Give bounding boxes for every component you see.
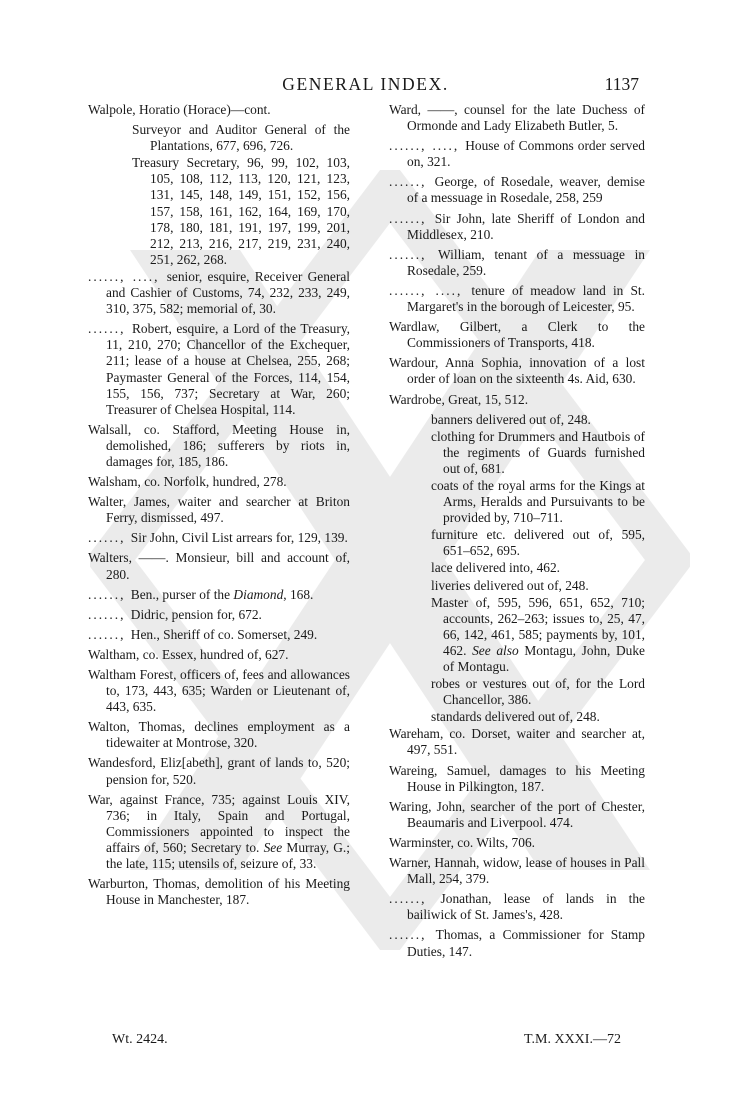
entry-italic: Diamond <box>233 586 284 602</box>
ditto-leader: ......, ...., <box>389 138 466 154</box>
index-entry <box>88 587 350 603</box>
entry-text: Waltham Forest, officers of, fees and allowances to, 173, 443, 635; Warden or Lieutenant of, 443, 635. <box>88 667 350 715</box>
index-entry <box>389 927 645 959</box>
ditto-leader: ......, <box>88 626 131 642</box>
index-subentry <box>389 595 645 675</box>
ditto-leader: ......, <box>389 927 436 943</box>
entry-text-tail: Montagu, John, Duke of Montagu. <box>443 642 645 674</box>
index-entry <box>389 799 645 831</box>
index-entry <box>88 876 350 908</box>
entry-text: Surveyor and Auditor General of the Plantations, 677, 696, 726. <box>132 122 350 154</box>
entry-text: banners delivered out of, 248. <box>431 411 591 427</box>
index-entry <box>88 422 350 470</box>
entry-italic: See <box>263 839 283 855</box>
entry-text: Wardlaw, Gilbert, a Clerk to the Commissioners of Transports, 418. <box>389 319 645 351</box>
index-subentry <box>389 709 645 725</box>
entry-text: lace delivered into, 462. <box>431 560 561 576</box>
index-entry <box>389 319 645 351</box>
entry-text: William, tenant of a messuage in Rosedale, 259. <box>407 246 645 278</box>
footer-print-mark: Wt. 2424. <box>112 1032 168 1047</box>
entry-text: Ward, ——, counsel for the late Duchess of Ormonde and Lady Elizabeth Butler, 5. <box>389 102 645 134</box>
entry-text: Walton, Thomas, declines employment as a tidewaiter at Montrose, 320. <box>88 719 350 751</box>
index-column-left <box>88 102 350 912</box>
index-entry <box>88 474 350 490</box>
ditto-leader: ......, ...., <box>88 268 167 284</box>
entry-text: Walters, ——. Monsieur, bill and account of, 280. <box>88 550 350 582</box>
index-entry <box>389 102 645 134</box>
index-entry <box>389 138 645 170</box>
entry-text: Treasury Secretary, 96, 99, 102, 103, 105, 108, 112, 113, 120, 121, 123, 131, 145, 148, 149, 151, 152, 156, 157, 158, 161, 162, 164, 169, 170, 178, 180, 181, 191, 197, 199, 201, 212, 213, 216, 217, 219, 231, 240, 251, 262, 268. <box>132 155 350 267</box>
entry-text: furniture etc. delivered out of, 595, 651–652, 695. <box>431 527 645 559</box>
index-entry <box>389 247 645 279</box>
index-entry <box>88 755 350 787</box>
page-number: 1137 <box>604 74 639 94</box>
entry-text: Wardour, Anna Sophia, innovation of a lost order of loan on the sixteenth 4s. Aid, 630. <box>389 355 645 387</box>
index-entry <box>389 211 645 243</box>
entry-text-tail: Murray, G.; the late, 115; utensils of, seizure of, 33. <box>106 839 350 872</box>
index-entry <box>389 855 645 887</box>
ditto-leader: ......, ...., <box>389 282 472 298</box>
entry-text: Wareing, Samuel, damages to his Meeting House in Pilkington, 187. <box>389 762 645 794</box>
entry-text: House of Commons order served on, 321. <box>407 138 645 170</box>
index-entry <box>389 283 645 315</box>
index-entry <box>88 321 350 418</box>
ditto-leader: ......, <box>88 606 131 622</box>
ditto-leader: ......, <box>389 174 435 190</box>
entry-text: Walsall, co. Stafford, Meeting House in, demolished, 186; sufferers by riots in, damages for, 185, 186. <box>88 421 350 469</box>
entry-text: Master of, 595, 596, 651, 652, 710; accounts, 262–263; issues to, 25, 47, 66, 142, 461, 585; payments by, 101, 462. <box>431 594 645 658</box>
entry-text: Hen., Sheriff of co. Somerset, 249. <box>130 626 318 642</box>
index-entry <box>88 792 350 872</box>
entry-text: Thomas, a Commissioner for Stamp Duties, 147. <box>407 927 645 959</box>
index-entry <box>88 627 350 643</box>
index-entry <box>389 763 645 795</box>
entry-text: Sir John, late Sheriff of London and Middlesex, 210. <box>407 210 645 242</box>
index-entry <box>389 355 645 387</box>
index-subentry <box>389 676 645 708</box>
entry-text: War, against France, 735; against Louis XIV, 736; in Italy, Spain and Portugal, Commissioners appointed to inspect the affairs of, 560; Secretary to. <box>88 791 350 855</box>
index-subentry <box>389 429 645 477</box>
entry-text: Wardrobe, Great, 15, 512. <box>389 391 529 407</box>
index-entry <box>88 494 350 526</box>
entry-text: Walsham, co. Norfolk, hundred, 278. <box>88 474 287 490</box>
ditto-leader: ......, <box>88 586 131 602</box>
entry-text: Waltham, co. Essex, hundred of, 627. <box>88 646 289 662</box>
index-entry <box>389 726 645 758</box>
index-subentry <box>389 560 645 576</box>
index-entry <box>88 647 350 663</box>
entry-text: Walter, James, waiter and searcher at Briton Ferry, dismissed, 497. <box>88 494 350 526</box>
entry-text: senior, esquire, Receiver General and Cashier of Customs, 74, 232, 233, 249, 310, 375, 582; memorial of, 30. <box>106 268 350 317</box>
entry-text: Waring, John, searcher of the port of Chester, Beaumaris and Liverpool. 474. <box>389 798 645 830</box>
entry-text: Ben., purser of the <box>130 586 234 602</box>
entry-text: Didric, pension for, 672. <box>130 606 262 622</box>
ditto-leader: ......, <box>88 321 132 337</box>
entry-text: Jonathan, lease of lands in the bailiwick of St. James's, 428. <box>407 891 645 923</box>
index-entry <box>389 392 645 408</box>
ditto-leader: ......, <box>389 246 439 262</box>
entry-text: robes or vestures out of, for the Lord Chancellor, 386. <box>431 676 645 708</box>
index-entry <box>88 607 350 623</box>
index-subentry <box>389 412 645 428</box>
index-entry <box>88 667 350 715</box>
entry-text: liveries delivered out of, 248. <box>431 577 589 593</box>
entry-text: Sir John, Civil List arrears for, 129, 139. <box>130 530 348 546</box>
index-entry <box>88 550 350 582</box>
entry-text: tenure of meadow land in St. Margaret's in the borough of Leicester, 95. <box>407 282 645 315</box>
index-subentry <box>88 155 350 268</box>
ditto-leader: ......, <box>88 530 131 546</box>
index-subentry <box>389 478 645 526</box>
entry-text: standards delivered out of, 248. <box>431 709 600 725</box>
index-entry <box>88 530 350 546</box>
entry-italic: See also <box>472 642 519 658</box>
page-title: GENERAL INDEX. <box>282 74 449 94</box>
entry-text: Walpole, Horatio (Horace)—cont. <box>88 102 271 117</box>
entry-text: George, of Rosedale, weaver, demise of a messuage in Rosedale, 258, 259 <box>407 174 646 206</box>
footer-volume-ref: T.M. XXXI.—72 <box>524 1032 621 1047</box>
ditto-leader: ......, <box>389 210 435 226</box>
entry-text: Warburton, Thomas, demolition of his Meeting House in Manchester, 187. <box>88 876 350 908</box>
ditto-leader: ......, <box>389 891 441 907</box>
index-subentry <box>389 527 645 559</box>
index-column-right <box>389 102 645 964</box>
index-entry <box>389 891 645 923</box>
index-entry <box>389 174 645 206</box>
index-entry <box>88 102 350 118</box>
entry-text: Wareham, co. Dorset, waiter and searcher at, 497, 551. <box>389 726 645 758</box>
index-entry <box>389 835 645 851</box>
index-subentry <box>389 578 645 594</box>
index-entry <box>88 719 350 751</box>
entry-text: Warminster, co. Wilts, 706. <box>389 834 535 850</box>
index-entry <box>88 269 350 317</box>
entry-text: Robert, esquire, a Lord of the Treasury, 11, 210, 270; Chancellor of the Exchequer, 211; lease of a house at Chelsea, 255, 268; Paymaster General of the Forces, 114, 154, 155, 156, 737; Secretary at War, 260; Treasurer of Chelsea Hospital, 114. <box>106 321 351 417</box>
entry-text: Warner, Hannah, widow, lease of houses in Pall Mall, 254, 379. <box>389 855 645 887</box>
entry-text: clothing for Drummers and Hautbois of the regiments of Guards furnished out of, 681. <box>431 428 645 476</box>
index-subentry <box>88 122 350 154</box>
entry-text: Wandesford, Eliz[abeth], grant of lands to, 520; pension for, 520. <box>88 755 350 787</box>
entry-text: coats of the royal arms for the Kings at Arms, Heralds and Pursuivants to be provided by, 710–711. <box>431 477 645 526</box>
entry-text-tail: , 168. <box>283 586 314 602</box>
